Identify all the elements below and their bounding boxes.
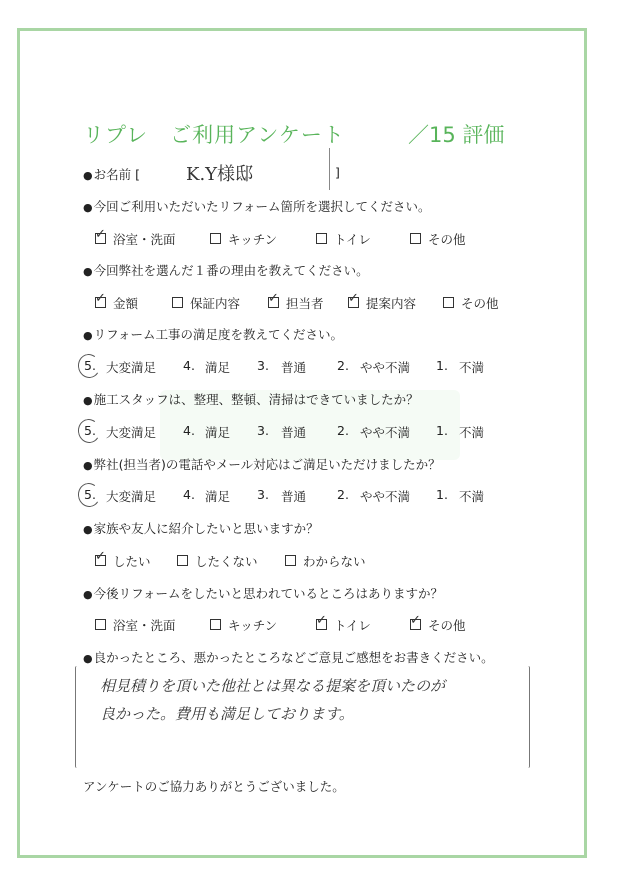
q7-option-toilet[interactable] — [316, 613, 371, 634]
option-label: わからない — [303, 554, 366, 569]
q6-option-unsure[interactable] — [285, 552, 366, 570]
checkbox-checked[interactable] — [95, 227, 106, 244]
q1-option-bath[interactable] — [95, 227, 176, 248]
option-label: トイレ — [334, 618, 371, 633]
rating-number[interactable]: 4. — [183, 358, 195, 373]
rating-number[interactable]: 3. — [257, 358, 269, 373]
checkbox[interactable] — [443, 297, 454, 308]
q2-option-staff[interactable] — [268, 291, 324, 312]
bullet: ● — [83, 652, 93, 665]
bullet: ● — [83, 459, 93, 472]
checkbox-checked[interactable] — [95, 291, 106, 308]
option-label: 金額 — [113, 296, 139, 311]
rating-label: やや不満 — [360, 489, 411, 504]
bullet: ● — [83, 523, 93, 536]
q7-option-kitchen[interactable] — [210, 616, 277, 634]
checkbox[interactable] — [210, 619, 221, 630]
check-mark-icon: ✓ — [95, 549, 106, 564]
score-label: ／15 評価 — [408, 123, 505, 147]
checkbox[interactable] — [95, 619, 106, 630]
q5-text: 弊社(担当者)の電話やメール対応はご満足いただけましたか？ — [93, 457, 441, 472]
rating-number[interactable]: 2. — [337, 487, 349, 502]
q2-text-row — [83, 261, 369, 279]
option-label: その他 — [428, 618, 466, 633]
q2-text: 今回弊社を選んだ１番の理由を教えてください。 — [93, 263, 369, 278]
bullet: ● — [83, 265, 93, 278]
checkbox[interactable] — [316, 233, 327, 244]
rating-label: 普通 — [281, 425, 307, 440]
option-label: その他 — [461, 296, 499, 311]
survey-title: リプレ ご利用アンケート — [83, 123, 345, 147]
rating-label: 大変満足 — [106, 425, 157, 440]
check-mark-icon: ✓ — [95, 227, 106, 242]
q2-option-other[interactable] — [443, 294, 499, 312]
rating-number[interactable]: 2. — [337, 423, 349, 438]
q3-rating-row[interactable] — [0, 358, 624, 378]
option-label: 提案内容 — [366, 296, 417, 311]
rating-label: やや不満 — [360, 425, 411, 440]
checkbox[interactable] — [172, 297, 183, 308]
rating-label: 不満 — [459, 489, 485, 504]
rating-number[interactable]: 2. — [337, 358, 349, 373]
rating-label: やや不満 — [360, 360, 411, 375]
check-mark-icon: ✓ — [348, 291, 359, 306]
rating-label: 満足 — [205, 360, 231, 375]
checkbox-checked[interactable] — [268, 291, 279, 308]
rating-number[interactable]: 4. — [183, 487, 195, 502]
name-value[interactable]: K.Y様邸 — [186, 164, 254, 185]
rating-number[interactable]: 1. — [436, 487, 448, 502]
rating-label: 大変満足 — [106, 360, 157, 375]
checkbox[interactable] — [177, 555, 188, 566]
q7-text-row — [83, 584, 443, 602]
thanks-text: アンケートのご協力ありがとうございました。 — [83, 779, 345, 794]
q6-option-yes[interactable] — [95, 549, 151, 570]
option-label: 担当者 — [286, 296, 324, 311]
q4-text-row — [83, 390, 419, 408]
q6-text-row — [83, 519, 319, 537]
q1-option-toilet[interactable] — [316, 230, 371, 248]
rating-number[interactable]: 3. — [257, 487, 269, 502]
option-label: したい — [113, 554, 151, 569]
bullet: ● — [83, 329, 93, 342]
check-mark-icon: ✓ — [95, 291, 106, 306]
q8-text: 良かったところ、悪かったところなどご意見ご感想をお書きください。 — [93, 650, 494, 665]
rating-number[interactable]: 3. — [257, 423, 269, 438]
q5-rating-row[interactable] — [0, 487, 624, 507]
rating-number[interactable]: 4. — [183, 423, 195, 438]
bullet: ● — [83, 201, 93, 214]
option-label: キッチン — [228, 232, 278, 247]
q4-rating-row[interactable] — [0, 423, 624, 443]
option-label: キッチン — [228, 618, 278, 633]
option-label: トイレ — [334, 232, 371, 247]
option-label: 浴室・洗面 — [113, 232, 176, 247]
q3-text: リフォーム工事の満足度を教えてください。 — [93, 327, 343, 342]
rating-label: 普通 — [281, 360, 307, 375]
q2-option-proposal[interactable] — [348, 291, 417, 312]
rating-number[interactable]: 1. — [436, 358, 448, 373]
option-label: 保証内容 — [190, 296, 241, 311]
rating-number: 5. — [84, 423, 96, 438]
name-label-row — [83, 165, 140, 183]
comment-line-1: 相見積りを頂いた他社とは異なる提案を頂いたのが — [100, 677, 446, 695]
check-mark-icon: ✓ — [316, 613, 327, 628]
bullet: ● — [83, 169, 93, 182]
rating-number: 5. — [84, 358, 96, 373]
comment-line-2: 良かった。費用も満足しております。 — [100, 705, 354, 723]
rating-label: 大変満足 — [106, 489, 157, 504]
checkbox[interactable] — [410, 233, 421, 244]
checkbox-checked[interactable] — [95, 549, 106, 566]
q3-text-row — [83, 325, 343, 343]
q1-text: 今回ご利用いただいたリフォーム箇所を選択してください。 — [93, 199, 431, 214]
name-label: お名前 [ — [93, 167, 140, 182]
checkbox-checked[interactable] — [316, 613, 327, 630]
bullet: ● — [83, 588, 93, 601]
q7-text: 今後リフォームをしたいと思われているところはありますか？ — [93, 586, 443, 601]
rating-label: 普通 — [281, 489, 307, 504]
q5-text-row — [83, 455, 441, 473]
option-label: したくない — [195, 554, 258, 569]
rating-number: 5. — [84, 487, 96, 502]
q1-option-other[interactable] — [410, 230, 466, 248]
check-mark-icon: ✓ — [268, 291, 279, 306]
rating-label: 不満 — [459, 425, 485, 440]
rating-number[interactable]: 1. — [436, 423, 448, 438]
q1-text-row — [83, 197, 431, 215]
rating-label: 満足 — [205, 489, 231, 504]
name-box-edge — [329, 148, 330, 190]
bullet: ● — [83, 394, 93, 407]
check-mark-icon: ✓ — [410, 613, 421, 628]
q6-text: 家族や友人に紹介したいと思いますか？ — [93, 521, 319, 536]
checkbox[interactable] — [285, 555, 296, 566]
q7-option-bath[interactable] — [95, 616, 176, 634]
q8-text-row — [83, 648, 494, 666]
checkbox[interactable] — [210, 233, 221, 244]
q7-option-other[interactable] — [410, 613, 466, 634]
checkbox-checked[interactable] — [410, 613, 421, 630]
name-close-bracket: ] — [335, 165, 340, 180]
rating-label: 満足 — [205, 425, 231, 440]
q2-option-warranty[interactable] — [172, 294, 240, 312]
q1-option-kitchen[interactable] — [210, 230, 277, 248]
q6-option-no[interactable] — [177, 552, 258, 570]
q4-text: 施工スタッフは、整理、整頓、清掃はできていましたか？ — [93, 392, 419, 407]
option-label: 浴室・洗面 — [113, 618, 176, 633]
q2-option-price[interactable] — [95, 291, 139, 312]
checkbox-checked[interactable] — [348, 291, 359, 308]
rating-label: 不満 — [459, 360, 485, 375]
option-label: その他 — [428, 232, 466, 247]
